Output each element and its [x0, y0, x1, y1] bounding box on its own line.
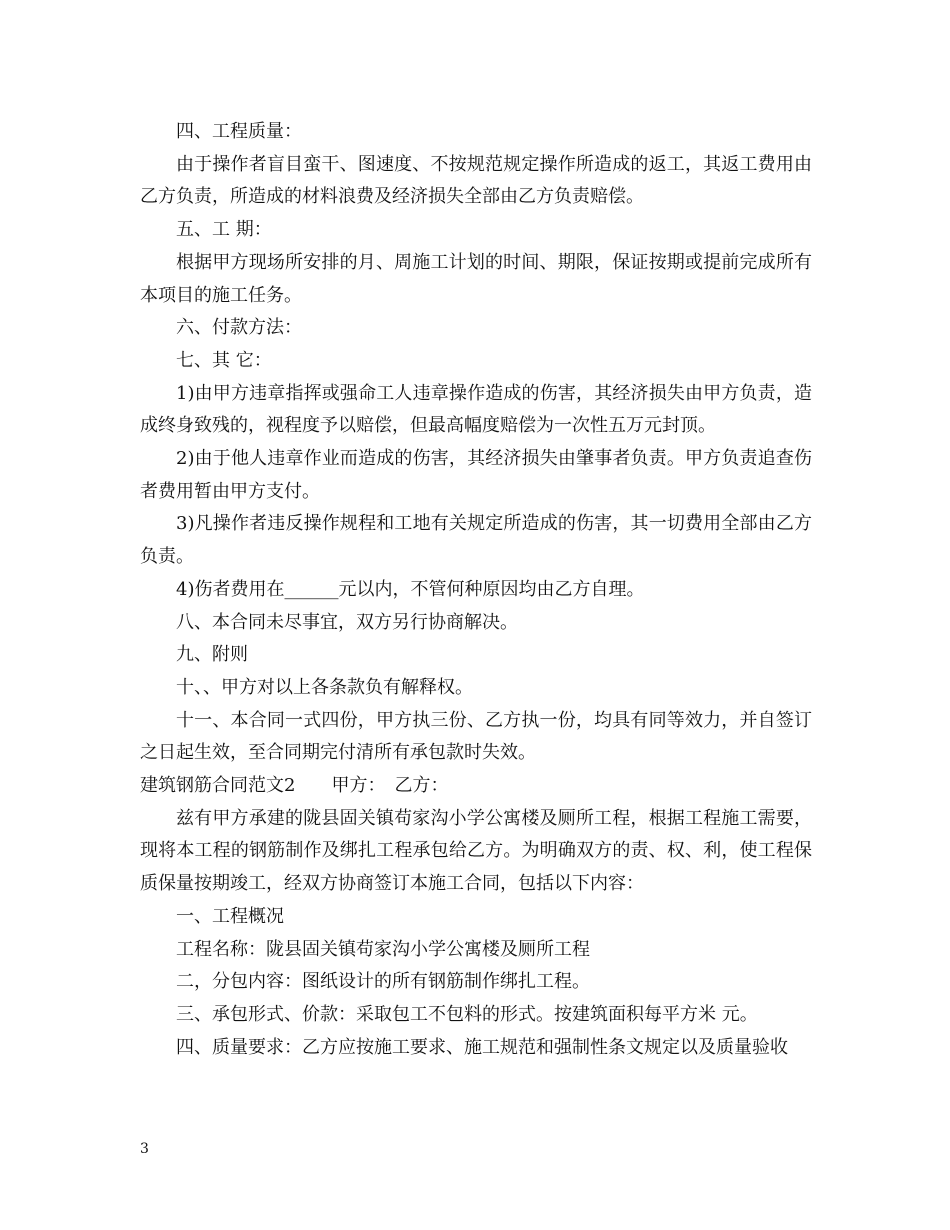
- paragraph: 七、其 它：: [176, 349, 272, 371]
- paragraph: 一、工程概况: [176, 905, 284, 927]
- paragraph: 六、付款方法：: [176, 317, 302, 339]
- paragraph: 1)由甲方违章指挥或强命工人违章操作造成的伤害，其经济损失由甲方负责，造成终身致残的，视程度予以赔偿，但最高幅度赔偿为一次性五万元封顶。: [140, 382, 812, 437]
- paragraph: 八、本合同未尽事宜，双方另行协商解决。: [176, 611, 518, 633]
- paragraph: 兹有甲方承建的陇县固关镇苟家沟小学公寓楼及厕所工程，根据工程施工需要，现将本工程的钢筋制作及绑扎工程承包给乙方。为明确双方的责、权、利，使工程保质保量按期竣工，经双方协商签订本施工合同，包括以下内容：: [140, 807, 812, 895]
- document-body: [140, 116, 812, 1064]
- paragraph: 四、工程质量：: [176, 121, 302, 142]
- paragraph: 十、、甲方对以上各条款负有解释权。: [176, 676, 473, 698]
- paragraph: 4)伤者费用在______元以内，不管何种原因均由乙方自理。: [176, 578, 645, 600]
- paragraph: 工程名称：陇县固关镇苟家沟小学公寓楼及厕所工程: [176, 938, 590, 960]
- paragraph: 建筑钢筋合同范文2 甲方： 乙方：: [140, 775, 449, 797]
- paragraph: 3)凡操作者违反操作规程和工地有关规定所造成的伤害，其一切费用全部由乙方负责。: [140, 513, 812, 568]
- paragraph: 四、质量要求：乙方应按施工要求、施工规范和强制性条文规定以及质量验收: [176, 1036, 788, 1058]
- page-number: 3: [140, 1141, 149, 1157]
- paragraph: 九、附则: [176, 644, 248, 666]
- paragraph: 由于操作者盲目蛮干、图速度、不按规范规定操作所造成的返工，其返工费用由乙方负责，所造成的材料浪费及经济损失全部由乙方负责赔偿。: [140, 153, 812, 208]
- paragraph: 二，分包内容：图纸设计的所有钢筋制作绑扎工程。: [176, 971, 590, 993]
- paragraph: 五、工 期：: [176, 219, 272, 241]
- paragraph: 十一、本合同一式四份，甲方执三份、乙方执一份，均具有同等效力，并自签订之日起生效，至合同期完付清所有承包款时失效。: [140, 709, 812, 764]
- paragraph: 2)由于他人违章作业而造成的伤害，其经济损失由肇事者负责。甲方负责追查伤者费用暂由甲方支付。: [140, 448, 812, 502]
- paragraph: 根据甲方现场所安排的月、周施工计划的时间、期限，保证按期或提前完成所有本项目的施工任务。: [140, 251, 812, 306]
- paragraph: 三、承包形式、价款：采取包工不包料的形式。按建筑面积每平方米 元。: [176, 1003, 758, 1025]
